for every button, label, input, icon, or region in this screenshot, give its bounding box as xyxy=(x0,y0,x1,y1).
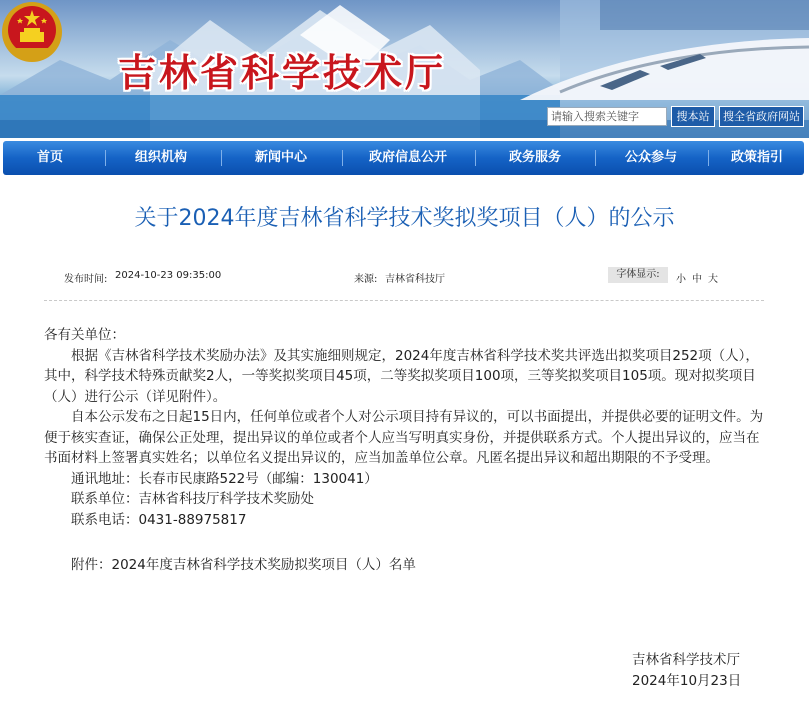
nav-separator xyxy=(342,150,343,166)
publish-time-label: 发布时间: xyxy=(64,274,108,285)
source: 吉林省科技厅 xyxy=(385,274,445,285)
nav-item-policy[interactable]: 政策指引 xyxy=(730,150,783,165)
national-emblem-icon xyxy=(0,0,64,64)
meta-divider xyxy=(44,300,764,301)
nav-item-participation[interactable]: 公众参与 xyxy=(624,150,677,165)
nav-separator xyxy=(105,150,106,166)
source-label: 来源: xyxy=(354,274,378,285)
nav-separator xyxy=(708,150,709,166)
header-banner xyxy=(0,0,809,138)
search-province-button[interactable]: 搜全省政府网站 xyxy=(719,106,804,127)
search-input[interactable] xyxy=(547,107,667,126)
contact-unit: 联系单位：吉林省科技厅科学技术奖励处 xyxy=(71,491,314,507)
font-size-small[interactable]: 小 xyxy=(676,274,686,285)
search-site-button[interactable]: 搜本站 xyxy=(671,106,715,127)
nav-item-services[interactable]: 政务服务 xyxy=(508,150,561,165)
font-size-medium[interactable]: 中 xyxy=(692,274,702,285)
greeting: 各有关单位： xyxy=(44,327,125,343)
font-size-label: 字体显示: xyxy=(608,267,668,283)
signature-date: 2024年10月23日 xyxy=(632,672,742,689)
nav-separator xyxy=(475,150,476,166)
nav-item-home[interactable]: 首页 xyxy=(36,150,63,165)
signature xyxy=(632,650,741,691)
paragraph: 根据《吉林省科学技术奖励办法》及其实施细则规定，2024年度吉林省科学技术奖共评选出拟奖项目252项（人），其中，科学技术特殊贡献奖2人，一等奖拟奖项目45项，二等奖拟奖项目100项，三等奖拟奖项目105项。现对拟奖项目（人）进行公示（详见附件）。 xyxy=(44,347,759,405)
site-title: 吉林省科学技术厅 xyxy=(118,51,447,95)
publish-time: 2024-10-23 09:35:00 xyxy=(115,270,222,281)
contact-address: 通讯地址：长春市民康路522号（邮编：130041） xyxy=(71,470,378,487)
font-size-large[interactable]: 大 xyxy=(708,274,718,285)
nav-item-news[interactable]: 新闻中心 xyxy=(254,150,307,165)
main-nav xyxy=(3,141,804,175)
contact-phone: 联系电话：0431-88975817 xyxy=(71,511,247,528)
nav-item-organization[interactable]: 组织机构 xyxy=(134,150,187,165)
paragraph: 自本公示发布之日起15日内，任何单位或者个人对公示项目持有异议的，可以书面提出，并提供必要的证明文件。为便于核实查证，确保公正处理，提出异议的单位或者个人应当写明真实身份，并提供联系方式。个人提出异议的，应当在书面材料上签署真实姓名；以单位名义提出异议的，应当加盖单位公章。凡匿名提出异议和超出期限的不予受理。 xyxy=(44,409,764,466)
nav-item-gov-info[interactable]: 政府信息公开 xyxy=(368,150,447,165)
signature-org: 吉林省科学技术厅 xyxy=(632,652,740,668)
nav-separator xyxy=(595,150,596,166)
nav-separator xyxy=(221,150,222,166)
article-title: 关于2024年度吉林省科学技术奖拟奖项目（人）的公示 xyxy=(134,206,675,231)
article-body xyxy=(44,325,772,576)
attachment-link[interactable]: 附件：2024年度吉林省科学技术奖励拟奖项目（人）名单 xyxy=(71,557,416,573)
